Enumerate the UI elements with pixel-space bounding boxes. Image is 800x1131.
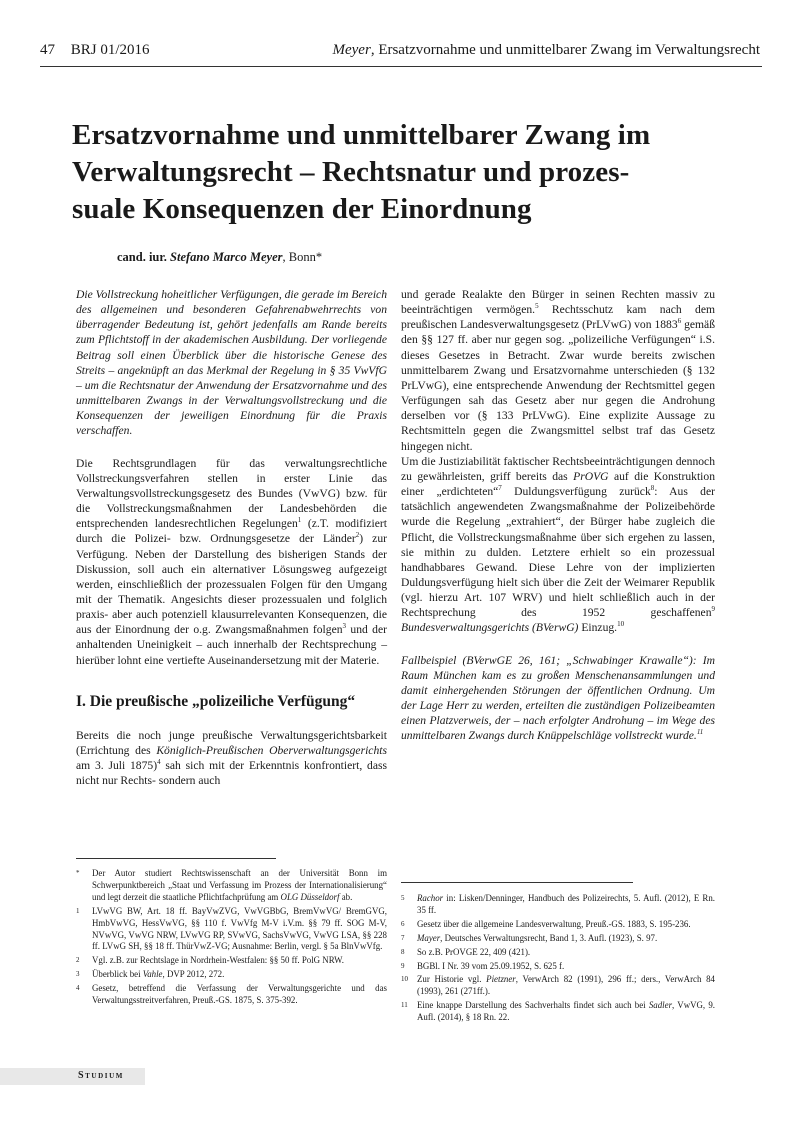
footnote-ref[interactable]: 5: [535, 302, 539, 311]
author-prefix: cand. iur.: [117, 250, 167, 264]
footnote-italic: Rachor: [417, 893, 444, 903]
footnote-ref[interactable]: 10: [617, 620, 625, 629]
left-column: [76, 287, 387, 789]
footnote-italic: Pietzner: [486, 974, 516, 985]
author-name: Stefano Marco Meyer: [170, 250, 283, 264]
footnote-rule-left: [76, 858, 276, 859]
header-rule: [40, 66, 762, 67]
footnote-text: Überblick bei: [92, 969, 143, 980]
footnote-number: 11: [401, 1001, 408, 1010]
footnote-number: 9: [401, 961, 405, 970]
footnote-text-after: , VwVG, 9. Aufl. (2014), § 18 Rn. 22.: [417, 1000, 715, 1023]
header-left: [40, 42, 162, 59]
footnote-text-after: ab.: [339, 891, 353, 902]
footnote-italic: Mayer: [417, 932, 441, 943]
section-label: Studium: [78, 1070, 124, 1081]
footnote-text-after: , Deutsches Verwaltungsrecht, Band 1, 3. Aufl. (1923), S. 97.: [440, 932, 658, 943]
footnote-italic: OLG Düsseldorf: [280, 891, 340, 902]
footnote-italic: Vahle: [142, 969, 163, 980]
footnote-number: 10: [401, 975, 408, 984]
footnotes-left: [76, 868, 387, 1009]
footnote-ref[interactable]: 2: [355, 531, 360, 540]
footnote-text-after: , DVP 2012, 272.: [162, 969, 225, 980]
footnote: [401, 919, 715, 931]
footnote-text: So z.B. PrOVGE 22, 409 (421).: [417, 946, 531, 957]
footnote: [401, 947, 715, 959]
author-line: [117, 250, 322, 265]
footnote-text: BGBl. I Nr. 39 vom 25.09.1952, S. 625 f.: [417, 960, 565, 971]
footnote-ref[interactable]: 3: [342, 622, 347, 631]
footnote-text-after: , VerwArch 82 (1991), 296 ff.; ders., VerwArch 84 (1993), 261 (271ff.).: [417, 974, 715, 997]
body-paragraph-3: und gerade Realakte den Bürger in seinen Rechten massiv zu beeinträchtigen vermögen.$^5$ Rechtsschutz kam nach dem preußischen Landesverwaltungsgesetz (PrLVwG) von 1883$^6$ gemäß den §§ 127 ff. aber nur gegen sog. „polizeiliche Verfügungen“ i.S. dieses Gesetzes in Betracht. Zwar wurde bereits zwischen unmittelbarem Zwang und Ersatzvornahme unterschieden (§ 132 PrLVwG), eine entsprechende Anwendung der Rechtsmittel gegen Verfügungen sah das Gesetz aber nur gegen die Androhung derselben vor (§ 133 PrLVwG). Eine explizite Aussage zu Rechtsmitteln gegen die Zwangsmittel selbst traf das Gesetz hingegen nicht.: [401, 288, 716, 453]
footnote-italic: Sadler: [648, 1000, 673, 1011]
footnote-ref[interactable]: 7: [498, 484, 502, 493]
footnote-ref[interactable]: 1: [297, 516, 302, 525]
footnote-number: 6: [401, 919, 405, 928]
author-location: , Bonn*: [282, 250, 323, 264]
running-title: [333, 42, 761, 59]
section-heading: I. Die preußische „polizeiliche Verfügung“: [76, 692, 356, 710]
running-author: Meyer: [332, 42, 371, 58]
article-title: [72, 117, 732, 228]
footnote-text: Der Autor studiert Rechtswissenschaft an der Universität Bonn im Schwerpunktbereich „Staat und Verfassung im Prozess der Internationalisierung“ und legt derzeit die staatliche Pflichtfachprüfung am: [92, 868, 387, 902]
journal-issue: BRJ 01/2016: [70, 42, 150, 58]
footnote: [401, 961, 715, 973]
footnote-number: 2: [76, 956, 80, 965]
footnote-ref[interactable]: 6: [677, 317, 682, 326]
footnote-number: 8: [401, 947, 405, 956]
footnote-text: Gesetz über die allgemeine Landesverwaltung, Preuß.-GS. 1883, S. 195-236.: [417, 918, 691, 929]
footnote: [76, 969, 387, 981]
footnote-ref[interactable]: 11: [696, 728, 704, 737]
footnote-number: 7: [401, 933, 405, 942]
footnote: [401, 974, 715, 998]
footnote: [76, 955, 387, 967]
body-paragraph-1: Die Rechtsgrundlagen für das verwaltungsrechtliche Vollstreckungsverfahren stellen in erster Linie das Verwaltungsvollstreckungsgesetz des Bundes (VwVG) bzw. für die Vollstreckungsmaßnahmen der Landesbehörden die entsprechenden landesrechtlichen Regelungen$^1$ (z.T. modifiziert durch die Polizei- bzw. Ordnungsgesetze der Länder$^2$) zur Verfügung. Neben der Darstellung des bisherigen Stands der Diskussion, soll auch ein alternativer Lösungsweg aufgezeigt werden, einschließlich der prozessualen Folgen für den Umgang mit der Thematik. Angesichts dieser prozessualen und folglich praxis- aber auch potenziell klausurrelevanten Konsequenzen, die aus der Einordnung der o.g. Zwangsmaßnahmen folgen$^3$ und der anhaltenden Uneinigkeit – auch innerhalb der Rechtsprechung – hierüber lohnt eine vertiefte Auseinandersetzung mit der Materie.: [76, 456, 387, 667]
footnote-text: LVwVG BW, Art. 18 ff. BayVwZVG, VwVGBbG, BremVwVG/ BremGVG, HmbVwVG, HessVwVG, §§ 110 f. VwVfg M-V i.V.m. §§ 79 ff. SOG M-V, NVwVG, VwVG NRW, LVwVG RP, SVwVG, SachsVwVG, VwVG LSA, §§ 228 ff. LVwG SH, §§ 18 ff. ThürVwZ-VG; Ausnahme: Berlin, vergl. § 5a BlnVwVfg.: [92, 905, 387, 952]
footnote-text: Eine knappe Darstellung des Sachverhalts findet sich auch bei: [417, 1000, 649, 1011]
title-line-1: Ersatzvornahme und unmittelbarer Zwang im: [72, 119, 651, 151]
footnote-number: 4: [76, 984, 80, 993]
title-line-3: suale Konsequenzen der Einordnung: [72, 193, 532, 225]
page-number: 47: [40, 42, 55, 58]
footnote-text: Zur Historie vgl.: [417, 974, 487, 985]
right-column: [401, 287, 715, 744]
abstract: Die Vollstreckung hoheitlicher Verfügungen, die gerade im Bereich des allgemeinen und besonderen Gefahrenabwehrrechts von überragender Bedeutung ist, gehört jedenfalls am Rande bereits zum Pflichtstoff in der akademischen Ausbildung. Der vorliegende Beitrag soll einen Überblick über die historische Genese des Streits – angeknüpft an das Merkmal der Regelung in § 35 VwVfG – um die Rechtsnatur der Anwendung der Ersatzvornahme und des unmittelbaren Zwangs in der Verwaltungsvollstreckung und die Konsequenzen der jeweiligen Einordnung für die Praxis verschaffen.: [76, 288, 387, 438]
footnote-number: *: [76, 869, 80, 877]
footnote-ref[interactable]: 9: [711, 605, 715, 614]
footnote-ref[interactable]: 4: [157, 758, 161, 767]
case-example: Fallbeispiel (BVerwGE 26, 161; „Schwabinger Krawalle“): Im Raum München kam es zu großen Menschenansammlungen und damit einhergehenden Störungen der öffentlichen Ordnung. Um der Lage Herr zu werden, erteilten die zuständigen Polizeibeamten einen Platzverweis, der – nach erfolgter Androhung – im Wege des unmittelbaren Zwangs durch Knüppelschläge vollstreckt wurde.$^{11}$: [401, 653, 715, 743]
footnote-rule-right: [401, 882, 633, 883]
footnote: [76, 868, 387, 904]
footnotes-right: [401, 893, 715, 1026]
footnote-ref[interactable]: 8: [650, 484, 655, 493]
footnote-text: Gesetz, betreffend die Verfassung der Verwaltungsgerichte und das Verwaltungsstreitverfahren, Preuß.-GS. 1875, S. 375-392.: [92, 983, 387, 1006]
running-header: [40, 42, 760, 64]
footnote: [76, 983, 387, 1007]
footnote-text: Vgl. z.B. zur Rechtslage in Nordrhein-Westfalen: §§ 50 ff. PolG NRW.: [92, 955, 344, 966]
footnote-number: 3: [76, 970, 80, 979]
footnote-number: 5: [401, 894, 405, 902]
footnote-text-after: in: Lisken/Denninger, Handbuch des Polizeirechts, 5. Aufl. (2012), E Rn. 35 ff.: [417, 893, 715, 915]
footnote: [401, 1000, 715, 1024]
footnote: [76, 906, 387, 954]
title-line-2: Verwaltungsrecht – Rechtsnatur und prozes-: [72, 156, 630, 188]
footnote: [401, 893, 715, 917]
footnote-number: 1: [76, 906, 80, 915]
body-paragraph-4: Um die Justiziabilität faktischer Rechtsbeeinträchtigungen dennoch zu gewährleisten, griff bereits das PrOVG auf die Konstruktion einer „erdichteten“$^7$ Duldungsverfügung zurück$^8$: Aus der tatsächlich angewendeten Zwangsmaßnahme der Polizeibehörde wurde die Regelung „extrahiert“, der Bürger habe zugleich die Pflicht, die Vollstreckungsmaßnahme über sich ergehen zu lassen, sie mithin zu dulden. Letztere erhielt so ein prozessual handhabbares Gewand. Diese Lehre von der implizierten Duldungsverfügung hielt sich über die Zeit der Weimarer Republik (vgl. hierzu Art. 107 WRV) und hielt schließlich auch in der Rechtsprechung des 1952 geschaffenen$^9$ Bundesverwaltungsgerichts (BVerwG) Einzug.$^{10}$: [401, 454, 715, 635]
body-paragraph-2: Bereits die noch junge preußische Verwaltungsgerichtsbarkeit (Errichtung des Königlich-Preußischen Oberverwaltungsgerichts am 3. Juli 1875)$^4$ sah sich mit der Erkenntnis konfrontiert, dass nicht nur Rechts- sondern auch: [76, 728, 388, 788]
running-title-text: , Ersatzvornahme und unmittelbarer Zwang im Verwaltungsrecht: [370, 42, 760, 58]
footnote: [401, 933, 715, 945]
